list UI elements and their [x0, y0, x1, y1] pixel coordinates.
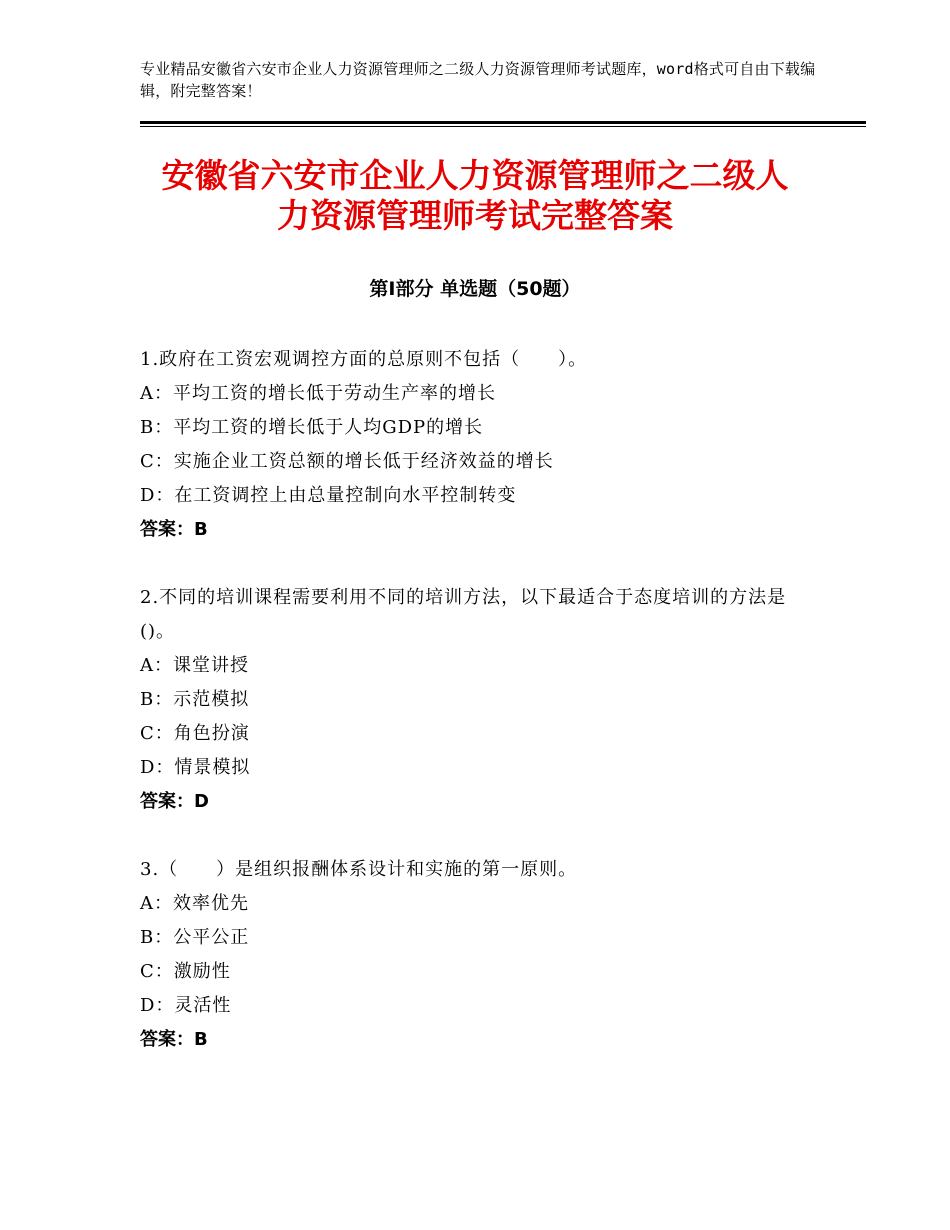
- question-stem: 2.不同的培训课程需要利用不同的培训方法，以下最适合于态度培训的方法是()。: [140, 587, 787, 642]
- section-title: 第Ⅰ部分 单选题（50题）: [369, 278, 581, 300]
- option-a: A：效率优先: [140, 893, 249, 914]
- option-a: A：课堂讲授: [140, 655, 249, 676]
- answer: 答案：B: [140, 519, 208, 540]
- option-c: C：角色扮演: [140, 723, 250, 744]
- option-c: C：激励性: [140, 961, 231, 982]
- option-d: D：在工资调控上由总量控制向水平控制转变: [140, 485, 517, 506]
- header-rule-thick: [140, 121, 866, 124]
- answer: 答案：B: [140, 1029, 208, 1050]
- question-1: [140, 343, 820, 547]
- title-line-2: 力资源管理师考试完整答案: [277, 196, 673, 235]
- option-d: D：情景模拟: [140, 757, 251, 778]
- title-line-1: 安徽省六安市企业人力资源管理师之二级人: [161, 156, 789, 195]
- option-c: C：实施企业工资总额的增长低于经济效益的增长: [140, 451, 554, 472]
- document-title: [140, 156, 810, 236]
- option-b: B：示范模拟: [140, 689, 250, 710]
- answer: 答案：D: [140, 791, 209, 812]
- header-rule-thin: [140, 126, 866, 127]
- header-note: 专业精品安徽省六安市企业人力资源管理师之二级人力资源管理师考试题库，word格式可自由下载编辑，附完整答案！: [140, 60, 816, 100]
- question-stem: 1.政府在工资宏观调控方面的总原则不包括（ ）。: [140, 349, 588, 370]
- question-stem: 3.（ ）是组织报酬体系设计和实施的第一原则。: [140, 859, 578, 880]
- option-d: D：灵活性: [140, 995, 232, 1016]
- question-list: [140, 343, 820, 1091]
- option-a: A：平均工资的增长低于劳动生产率的增长: [140, 383, 496, 404]
- option-b: B：公平公正: [140, 927, 250, 948]
- option-b: B：平均工资的增长低于人均GDP的增长: [140, 417, 484, 438]
- question-2: [140, 581, 820, 819]
- question-3: [140, 853, 820, 1057]
